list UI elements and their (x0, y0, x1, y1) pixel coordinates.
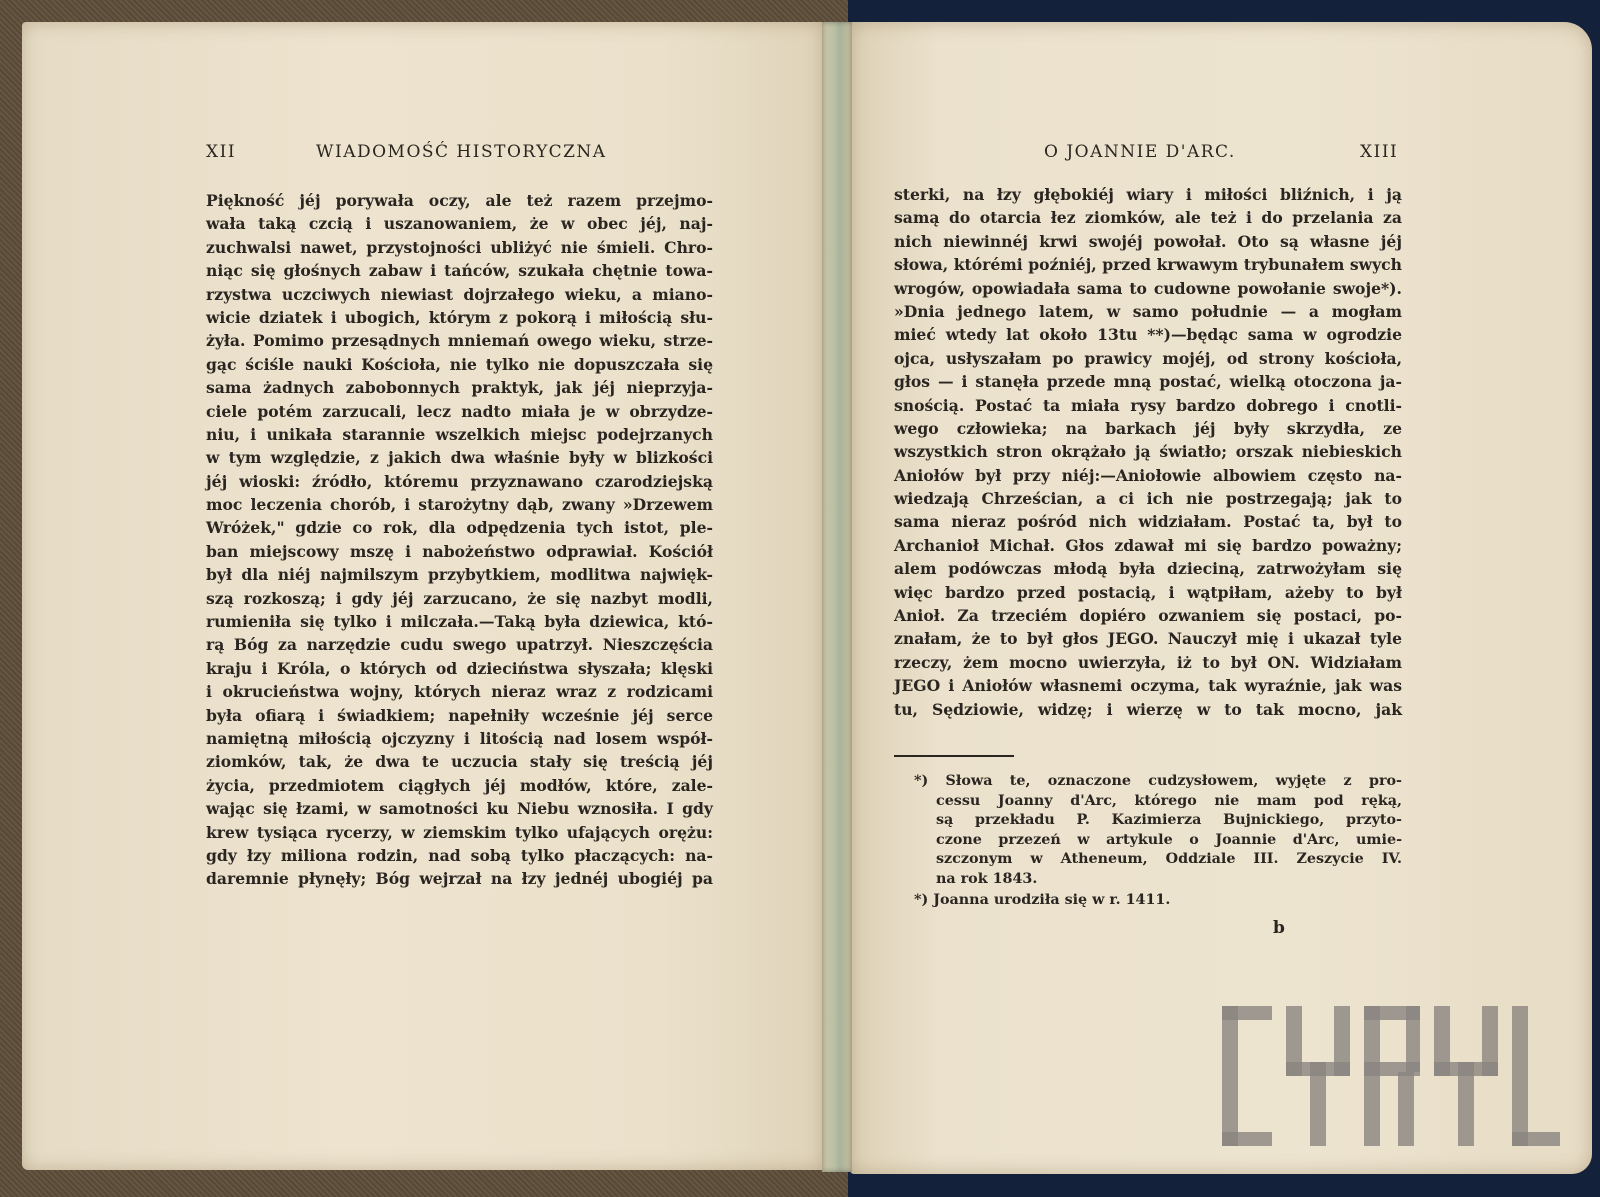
text-line: wszystkich stron okrążało ją światło; orszak niebieskich (894, 442, 1402, 462)
right-page-text (894, 183, 1402, 721)
text-line: więc bardzo przed postacią, i wątpiłam, ażeby to był (894, 582, 1402, 602)
footnote-line: na rok 1843. (936, 870, 1038, 887)
text-line: daremnie płynęły; Bóg wejrzał na łzy jednéj ubogiéj pa (206, 869, 713, 889)
footnote-line: szczonym w Atheneum, Oddziale III. Zeszycie IV. (936, 851, 1402, 867)
text-line: wicie dziatek i ubogich, którym z pokorą i miłością słu- (206, 307, 713, 327)
text-line: rzystwa uczciwych niewiast dojrzałego wieku, a miano- (206, 284, 713, 304)
text-line: był dla niéj najmilszym przybytkiem, modlitwa najwięk- (206, 565, 713, 585)
watermark-stroke (1458, 1062, 1474, 1146)
right-page-number: XIII (1360, 142, 1399, 162)
text-line: »Dnia jednego latem, w samo południe — a mogłam (894, 301, 1402, 321)
text-line: życia, przedmiotem ciągłych jéj modłów, które, zale- (206, 775, 713, 795)
text-line: tu, Sędziowie, widzę; i wierzę w to tak mocno, jak (894, 699, 1402, 719)
watermark-stroke (1310, 1062, 1326, 1146)
left-page-text (206, 189, 713, 891)
text-line: Aniołów był przy niéj:—Aniołowie albowiem często na- (894, 465, 1402, 485)
text-line: wrogów, opowiadała sama to cudowne powołanie swoje*). (894, 278, 1402, 298)
text-line: wając się łzami, w samotności ku Niebu wznosiła. I gdy (206, 799, 713, 819)
text-line: Archanioł Michał. Głos zdawał mi się bardzo poważny; (894, 535, 1402, 555)
text-line: rą Bóg za narzędzie cudu swego upatrzył. Nieszczęścia (206, 635, 713, 655)
text-line: gąc ściśle nauki Kościoła, nie tylko nie dopuszczała się (206, 354, 713, 374)
text-line: namiętną miłością ojczyzny i litością nad losem współ- (206, 728, 713, 748)
text-line: sterki, na łzy głębokiéj wiary i miłości bliźnich, i ją (894, 185, 1402, 204)
text-line: gdy łzy miliona rodzin, nad sobą tylko płaczących: na- (206, 845, 713, 865)
text-line: Wróżek," gdzie co rok, dla odpędzenia tych istot, ple- (206, 518, 713, 538)
cyryl-watermark-logo (1222, 1006, 1560, 1156)
text-line: w tym względzie, z jakich dwa właśnie były w blizkości (206, 448, 713, 468)
text-line: żyła. Pomimo przesądnych mniemań owego wieku, strze- (206, 331, 713, 351)
text-line: snością. Postać ta miała rysy bardzo dobrego i cnotli- (894, 395, 1402, 415)
text-line: samą do otarcia łez ziomków, ale też i do przelania za (894, 208, 1402, 228)
text-line: była ofiarą i świadkiem; napełniły wcześnie jéj serce (206, 705, 713, 725)
text-line: krew tysiąca rycerzy, w ziemskim tylko ufających orężu: (206, 822, 713, 842)
watermark-stroke (1398, 1072, 1414, 1146)
footnote (914, 891, 1402, 911)
text-line: wiedzają Chrześcian, a ci ich nie postrzegają; jak to (894, 489, 1402, 509)
text-line: JEGO i Aniołów własnemi oczyma, tak wyraźnie, jak was (894, 676, 1402, 696)
text-line: niu, i unikała starannie wszelkich miejsc podejrzanych (206, 424, 713, 444)
text-line: niąc się głośnych zabaw i tańców, szukała chętnie towa- (206, 261, 713, 281)
footnote-line: *) Joanna urodziła się w r. 1411. (914, 892, 1171, 908)
signature-mark: b (1273, 918, 1285, 938)
text-line: sama nieraz pośród nich widziałam. Postać ta, był to (894, 512, 1402, 532)
text-line: nich niewinnéj krwi swojéj powołał. Oto są własne jéj (894, 231, 1402, 251)
text-line: znałam, że to był głos JEGO. Nauczył mię i ukazał tyle (894, 629, 1402, 649)
watermark-stroke (1222, 1132, 1272, 1146)
footnotes (914, 772, 1402, 911)
text-line: moc leczenia chorób, i starożytny dąb, zwany »Drzewem (206, 495, 713, 515)
text-line: szą rozkoszą; i gdy jéj zarzucano, że się nazbyt modli, (206, 588, 713, 608)
text-line: rzeczy, żem mocno uwierzyła, iż to był ON. Widziałam (894, 652, 1402, 672)
text-line: wała taką czcią i uszanowaniem, że w obec jéj, naj- (206, 214, 713, 234)
text-line: ciele potém zarzucali, lecz nadto miała je w obrzydze- (206, 401, 713, 421)
footnote-line: czone przezeń w artykule o Joannie d'Arc, umie- (936, 831, 1402, 848)
watermark-stroke (1512, 1132, 1560, 1146)
text-line: rumieniła się tylko i milczała.—Taką była dziewica, któ- (206, 612, 713, 632)
left-page-number: XII (206, 142, 237, 162)
watermark-letters (1222, 1006, 1560, 1146)
text-line: ban miejscowy mszę i nabożeństwo odprawiał. Kościół (206, 541, 713, 561)
text-line: Anioł. Za trzeciém dopiéro ozwaniem się postaci, po- (894, 606, 1402, 626)
footnote-line: cessu Joanny d'Arc, którego nie mam pod ręką, (936, 792, 1402, 809)
text-line: alem podówczas młodą była dzieciną, zatrwożyłam się (894, 559, 1402, 579)
text-line: mieć wtedy lat około 13tu **)—będąc sama w ogrodzie (894, 325, 1402, 345)
footnote-line: są przekładu P. Kazimierza Bujnickiego, przyto- (936, 812, 1402, 828)
text-line: zuchwalsi nawet, przystojności ubliżyć nie śmieli. Chro- (206, 237, 713, 257)
text-line: ojca, usłyszałam po prawicy mojéj, od strony kościoła, (894, 348, 1402, 368)
watermark-stroke (1512, 1006, 1528, 1146)
footnote (914, 772, 1402, 889)
text-line: i okrucieństwa wojny, których nieraz wraz z rodzicami (206, 682, 713, 702)
text-line: wego człowieka; na barkach jéj były skrzydła, ze (894, 418, 1402, 438)
text-line: głos — i stanęła przede mną postać, wielką otoczona ja- (894, 372, 1402, 392)
watermark-stroke (1222, 1006, 1272, 1020)
footnote-line: *) Słowa te, oznaczone cudzysłowem, wyjęte z pro- (914, 773, 1402, 789)
left-running-title: WIADOMOŚĆ HISTORYCZNA (316, 142, 607, 162)
text-line: ziomków, tak, że dwa te uczucia stały się treścią jéj (206, 752, 713, 772)
text-line: kraju i Króla, o których od dzieciństwa słyszała; klęski (206, 658, 713, 678)
text-line: Piękność jéj porywała oczy, ale też razem przejmo- (206, 191, 713, 210)
footnote-divider (894, 755, 1014, 757)
right-running-title: O JOANNIE D'ARC. (1044, 142, 1236, 162)
text-line: słowa, którémi poźniéj, przed krwawym trybunałem swych (894, 255, 1402, 275)
text-line: sama żadnych zabobonnych praktyk, jak jéj nieprzyja- (206, 378, 713, 398)
book-spine (822, 22, 852, 1172)
watermark-stroke (1222, 1006, 1238, 1146)
text-line: jéj wioski: źródło, któremu przyznawano czarodziejską (206, 471, 713, 491)
